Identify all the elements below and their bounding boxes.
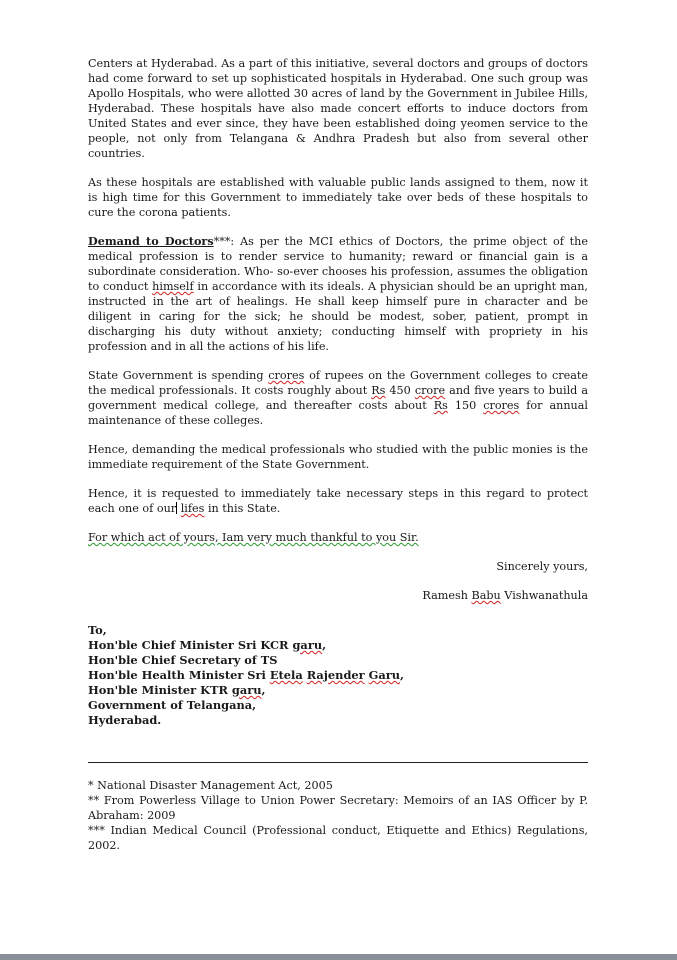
text-run: 450 (385, 384, 415, 397)
text-run: , (261, 683, 266, 697)
footnote-1: * National Disaster Management Act, 2005 (88, 779, 333, 792)
text-run: Vishwanathula (500, 589, 588, 602)
spellcheck-word[interactable]: garu (292, 638, 323, 652)
footnote-separator (88, 762, 588, 763)
footnote-2: ** From Powerless Village to Union Power Secretary: Memoirs of an IAS Officer by P. Abraham: 2009 (88, 794, 588, 822)
closing: Sincerely yours, (496, 560, 588, 573)
spellcheck-word[interactable]: crores (483, 399, 520, 412)
footnote-3: *** Indian Medical Council (Professional conduct, Etiquette and Ethics) Regulations, 2002. (88, 824, 588, 852)
text-run: Hence, it is requested to immediately take necessary steps in this regard to protect each one of our (88, 487, 588, 515)
text-run: 150 (447, 399, 484, 412)
recipient-address (88, 623, 588, 728)
paragraph-government-spending (88, 368, 588, 428)
text-run: State Government is spending (88, 369, 269, 382)
paragraph-request (88, 486, 588, 516)
paragraph-hospitals: Centers at Hyderabad. As a part of this initiative, several doctors and groups of doctors had come forward to set up sophisticated hospitals in Hyderabad. One such group was Apollo Hospitals, who were allotted 30 acres of land by the Government in Jubilee Hills, Hyderabad. These hospitals have also made concert efforts to induce doctors from United States and ever since, they have been established doing yeomen service to the people, not only from Telangana & Andhra Pradesh but also from several other countries. (88, 57, 588, 160)
paragraph-demanding-professionals: Hence, demanding the medical professionals who studied with the public monies is the immediate requirement of the State Government. (88, 443, 588, 471)
bottom-scroll-edge (0, 954, 677, 960)
spellcheck-word[interactable]: Rs (433, 399, 448, 412)
text-run: Hon'ble Chief Minister Sri KCR (88, 638, 293, 652)
spellcheck-word[interactable]: garu (231, 683, 262, 697)
spellcheck-word[interactable]: crores (268, 369, 305, 382)
text-run: , (322, 638, 327, 652)
spellcheck-word[interactable]: himself (152, 280, 194, 293)
footnote-marker: *** (213, 235, 231, 248)
text-run: Hon'ble Minister KTR (88, 683, 232, 697)
text-run: for annual maintenance of these colleges. (88, 399, 588, 427)
paragraph-demand-to-doctors (88, 234, 588, 354)
address-line (88, 683, 588, 698)
text-run: Ramesh (422, 589, 472, 602)
spellcheck-word[interactable]: Garu (368, 668, 401, 682)
address-line: Hon'ble Chief Secretary of TS (88, 653, 278, 667)
paragraph-public-lands: As these hospitals are established with valuable public lands assigned to them, now it is high time for this Government to immediately take over beds of these hospitals to cure the corona patients. (88, 176, 588, 219)
footnotes (88, 778, 588, 853)
text-run: in accordance with its ideals. A physician should be an upright man, instructed in the art of healings. He shall keep himself pure in character and be diligent in caring for the sick; he should be modest, sober, patient, prompt in discharging his duty without anxiety; conducting himself with propriety in his profession and in all the actions of his life. (88, 280, 588, 353)
text-run: : As per the MCI ethics of Doctors, the prime object of the medical profession is to render service to humanity; reward or financial gain is a subordinate consideration. Who- so-ever chooses his profession, assumes the obligation to conduct (88, 235, 588, 293)
spellcheck-word[interactable]: Rajender (306, 668, 365, 682)
paragraph-thanks (88, 530, 588, 545)
text-run: Hon'ble Health Minister Sri (88, 668, 270, 682)
text-run: , (400, 668, 405, 682)
spellcheck-word[interactable]: Etela (269, 668, 303, 682)
text-run: in this State. (204, 502, 281, 515)
signature (88, 588, 588, 603)
address-line (88, 638, 588, 653)
address-line (88, 668, 588, 683)
text-run: and five years to build a government medical college, and thereafter costs about (88, 384, 589, 412)
address-to: To, (88, 623, 107, 637)
grammar-check-sentence[interactable]: For which act of yours, Iam very much thankful to you Sir. (88, 531, 419, 544)
letter-body (88, 56, 588, 728)
text-run: of rupees on the Government colleges to create the medical professionals. It costs roughly about (88, 369, 588, 397)
spellcheck-word[interactable]: lifes (180, 502, 205, 515)
address-line: Government of Telangana, (88, 698, 257, 712)
spellcheck-word[interactable]: crore (414, 384, 446, 397)
spellcheck-word[interactable]: Babu (471, 589, 501, 602)
section-heading: Demand to Doctors (88, 234, 214, 248)
spellcheck-word[interactable]: Rs (371, 384, 386, 397)
address-line: Hyderabad. (88, 713, 162, 727)
